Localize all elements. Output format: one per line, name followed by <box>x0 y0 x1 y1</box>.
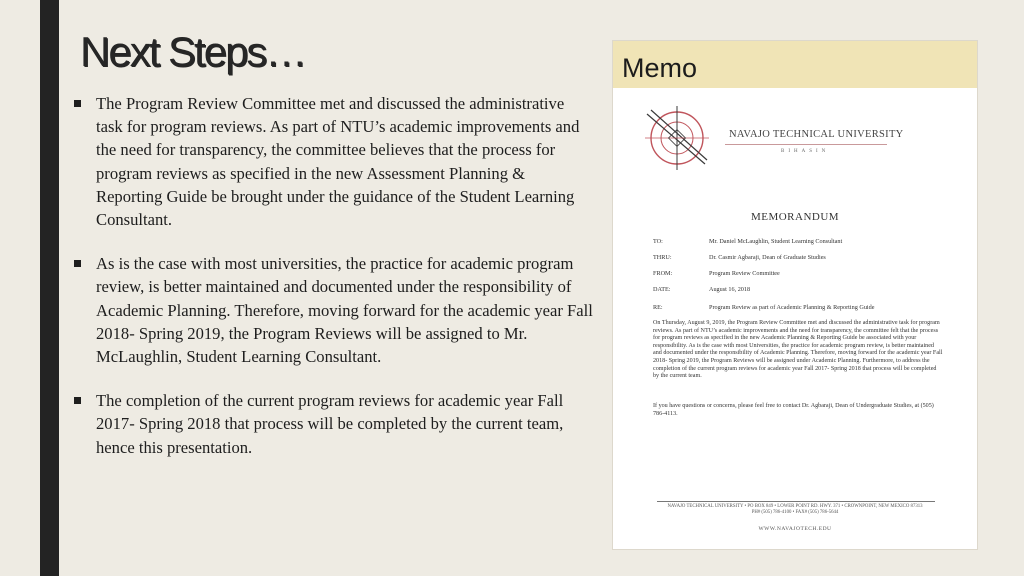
letterhead-university-name: NAVAJO TECHNICAL UNIVERSITY <box>729 129 904 140</box>
bullet-text: The completion of the current program reviews for academic year Fall 2017- Spring 2018 that process will be completed by the current team, hence this presentation. <box>96 391 564 457</box>
bullet-item <box>74 252 594 368</box>
field-label: DATE: <box>653 286 671 293</box>
memo-document-image <box>613 88 977 548</box>
memo-heading: MEMORANDUM <box>750 211 840 223</box>
memo-header: Memo <box>613 41 977 88</box>
square-bullet-icon <box>74 260 81 267</box>
footer-address-line: NAVAJO TECHNICAL UNIVERSITY • PO BOX 849 • LOWER POINT RD. HWY. 371 • CROWNPOINT, NEW MEXICO 87313 <box>667 504 923 509</box>
field-label: THRU: <box>653 254 672 261</box>
memo-panel <box>612 40 978 550</box>
bullet-text: As is the case with most universities, the practice for academic program review, is better maintained and documented under the responsibility of Academic Planning. Therefore, moving forward for the academic year Fall 2018- Spring 2019, the Program Reviews will be assigned to Mr. McLaughlin, Student Learning Consultant. <box>96 254 593 367</box>
bullet-item <box>74 92 594 231</box>
slide-title: Next Steps… <box>80 28 306 75</box>
footer-website: WWW.NAVAJOTECH.EDU <box>758 526 832 532</box>
bullet-list <box>74 92 594 459</box>
bullet-text: The Program Review Committee met and discussed the administrative task for program reviews. As part of NTU’s academic improvements and the need for transparency, the committee believes that the process for program reviews as specified in the new Assessment Planning & Reporting Guide be brought under the guidance of the Student Learning Consultant. <box>96 94 580 230</box>
field-label: RE: <box>653 304 663 311</box>
field-value: Program Review as part of Academic Planning & Reporting Guide <box>709 304 875 311</box>
left-accent-bar <box>40 0 59 576</box>
field-value: Mr. Daniel McLaughlin, Student Learning Consultant <box>709 238 843 245</box>
university-logo-icon <box>641 102 713 174</box>
memo-closing-paragraph: If you have questions or concerns, please feel free to contact Dr. Agbaraji, Dean of Undergraduate Studies, at (505) 786-4113. <box>653 403 934 417</box>
bullet-item <box>74 389 594 459</box>
field-value: Dr. Casmir Agbaraji, Dean of Graduate Studies <box>709 254 826 261</box>
memo-body-paragraph: On Thursday, August 9, 2019, the Program Review Committee met and discussed the administrative task for program reviews. As part of NTU’s academic improvements and the need for transparency, the committee felt that the process for program reviews as specified in the new Academic Planning & Reporting Guide be associated with your responsibility. As is the case with most Universities, the practice for academic program review, is better maintained and documented under the responsibility of Academic Planning. Therefore, moving forward for the academic year Fall 2018- Spring 2019, the Program Reviews will be assigned under Academic Planning. Furthermore, to address the completion of the current program reviews for academic year Fall 2017- Spring 2018 that process will be completed by the current team. <box>653 320 943 380</box>
field-value: August 16, 2018 <box>709 286 751 293</box>
square-bullet-icon <box>74 397 81 404</box>
footer-divider <box>657 501 935 502</box>
field-label: FROM: <box>653 270 673 277</box>
square-bullet-icon <box>74 100 81 107</box>
footer-phone-line: PH# (505) 786-4100 • FAX# (505) 786-5644 <box>751 510 839 515</box>
letterhead-tagline: BIHASIN <box>781 149 830 154</box>
memo-footer-address <box>613 504 977 516</box>
letterhead-divider <box>725 144 887 145</box>
field-value: Program Review Committee <box>709 270 780 277</box>
field-label: TO: <box>653 238 663 245</box>
